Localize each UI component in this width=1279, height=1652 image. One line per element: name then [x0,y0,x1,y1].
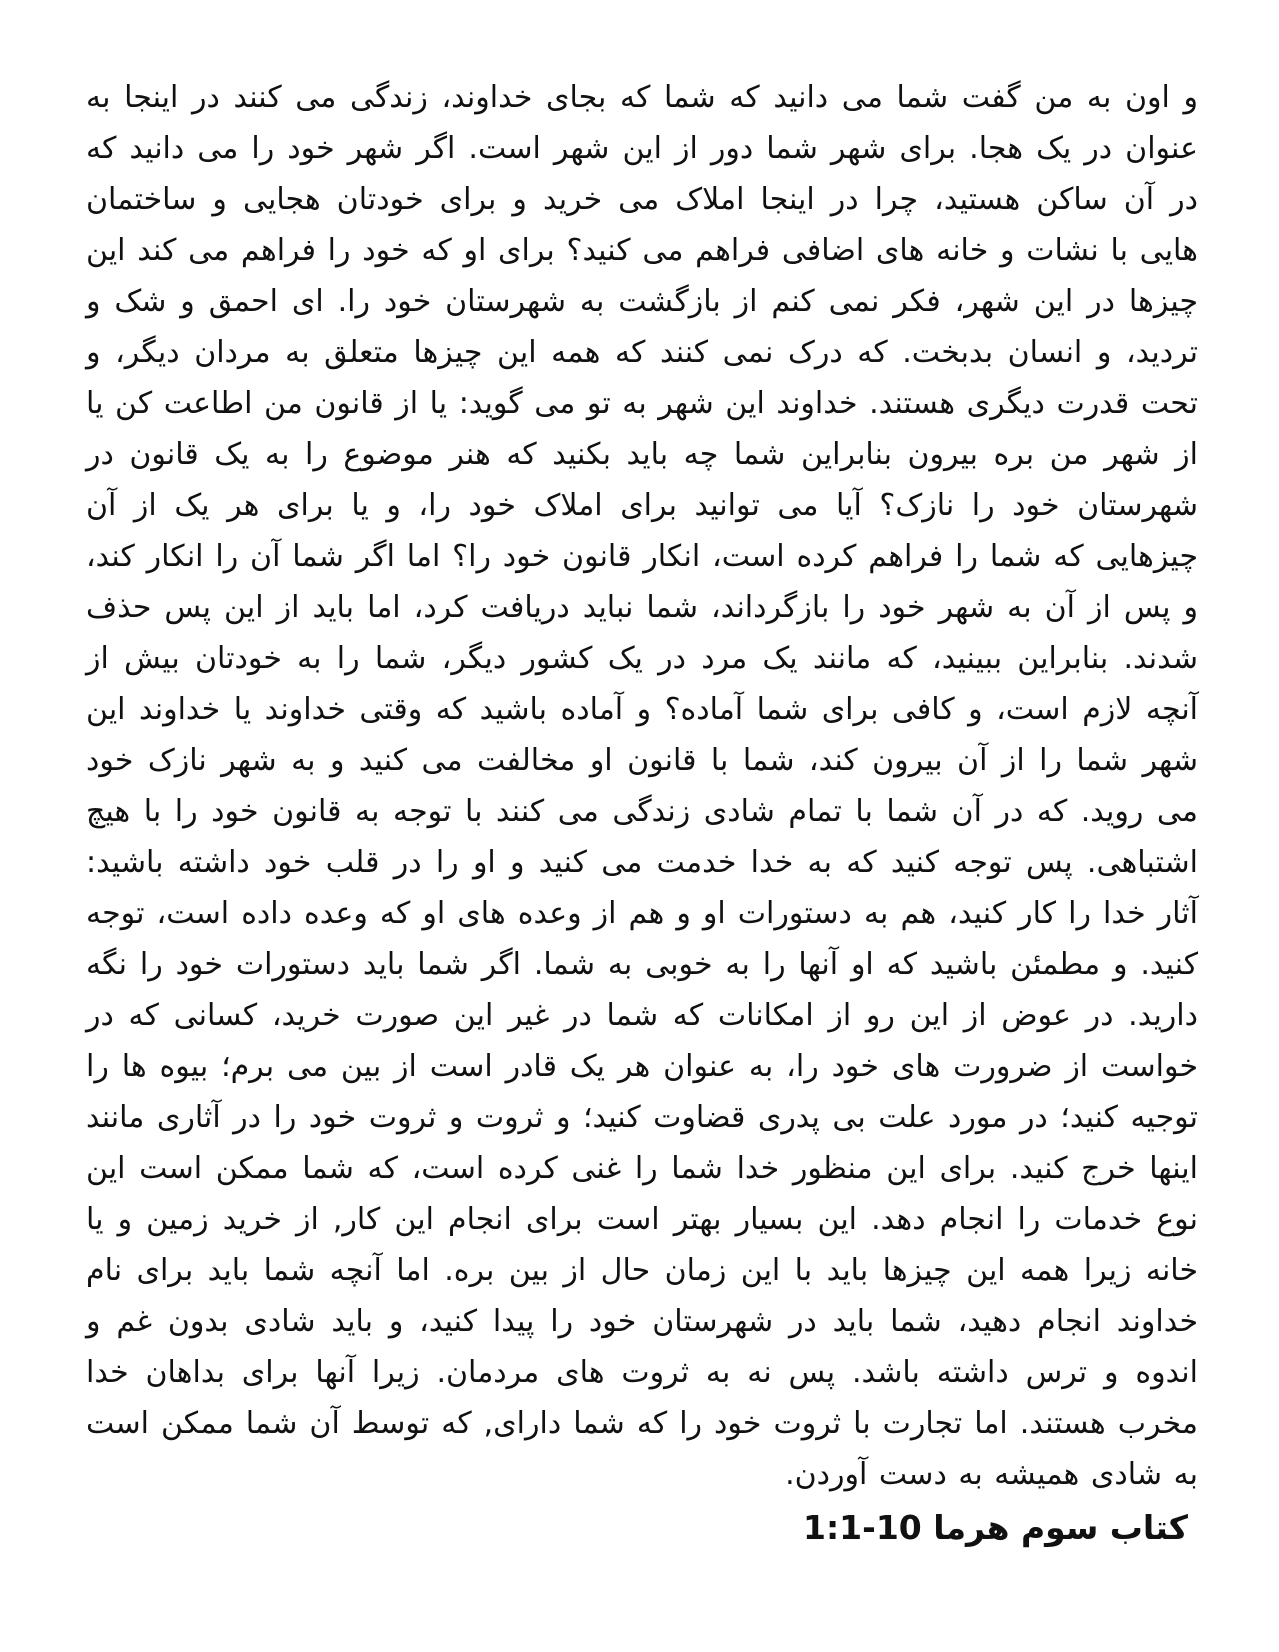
chapter-reference: کتاب سوم هرما 10-1:1 [802,1508,1188,1547]
document-page [86,72,1198,1632]
body-paragraph: و اون به من گفت شما می دانید که شما که بجای خداوند، زندگی می کنند در اینجا به عنوان در یک هجا. برای شهر شما دور از این شهر است. اگر شهر خود را می دانید که در آن ساکن هستید، چرا در اینجا املاک می خرید و برای خودتان هجایی و ساختمان هایی با نشات و خانه های اضافی فراهم می کنید؟ برای او که خود را فراهم می کند این چیزها در این شهر، فکر نمی کنم از بازگشت به شهرستان خود را. ای احمق و شک و تردید، و انسان بدبخت. که درک نمی کنند که همه این چیزها متعلق به مردان دیگر، و تحت قدرت دیگری هستند. خداوند این شهر به تو می گوید: یا از قانون من اطاعت کن یا از شهر من بره بیرون بنابراین شما چه باید بکنید که هنر موضوع را به یک قانون در شهرستان خود را نازک؟ آیا می توانید برای املاک خود را، و یا برای هر یک از آن چیزهایی که شما را فراهم کرده است، انکار قانون خود را؟ اما اگر شما آن را انکار کند، و پس از آن به شهر خود را بازگرداند، شما نباید دریافت کرد، اما باید از این پس حذف شدند. بنابراین ببینید، که مانند یک مرد در یک کشور دیگر، شما را به خودتان بیش از آنچه لازم است، و کافی برای شما آماده؟ و آماده باشید که وقتی خداوند یا خداوند این شهر شما را از آن بیرون کند، شما با قانون او مخالفت می کنید و به شهر نازک خود می روید. که در آن شما با تمام شادی زندگی می کنند با توجه به قانون خود را با هیچ اشتباهی. پس توجه کنید که به خدا خدمت می کنید و او را در قلب خود داشته باشید: آثار خدا را کار کنید، هم به دستورات او و هم از وعده های او که وعده داده است، توجه کنید. و مطمئن باشید که او آنها را به خوبی به شما. اگر شما باید دستورات خود را نگه دارید. در عوض از این رو از امکانات که شما در غیر این صورت خرید، کسانی که در خواست از ضرورت های خود را، به عنوان هر یک قادر است از بین می برم؛ بیوه ها را توجیه کنید؛ در مورد علت بی پدری قضاوت کنید؛ و ثروت و ثروت خود را در آثاری مانند اینها خرج کنید. برای این منظور خدا شما را غنی کرده است، که شما ممکن است این نوع خدمات را انجام دهد. این بسیار بهتر است برای انجام این کار, از خرید زمین و یا خانه زیرا همه این چیزها باید با این زمان حال از بین بره. اما آنچه شما باید برای نام خداوند انجام دهید، شما باید در شهرستان خود را پیدا کنید، و باید شادی بدون غم و اندوه و ترس داشته باشد. پس نه به ثروت های مردمان. زیرا آنها برای بداهان خدا مخرب هستند. اما تجارت با ثروت خود را که شما دارای, که توسط آن شما ممکن است به شادی همیشه به دست آوردن. [86,80,1198,1492]
